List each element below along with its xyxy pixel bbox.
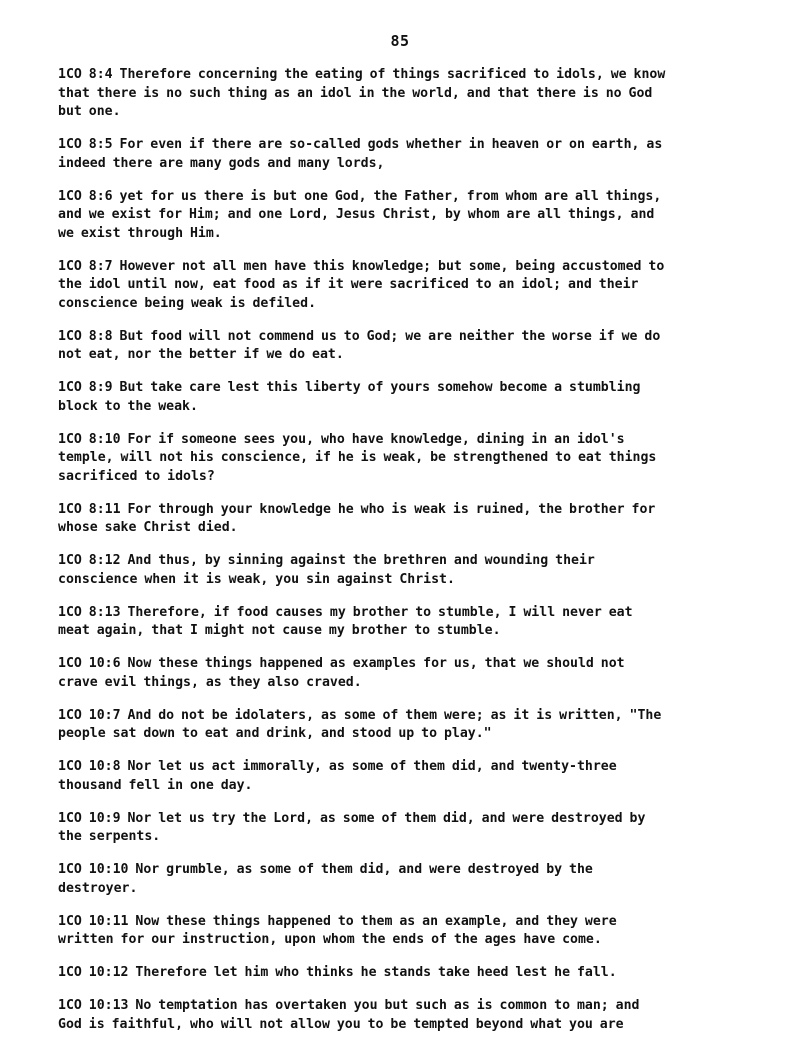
verse-1co-8-8: 1CO 8:8 But food will not commend us to God; we are neither the worse if we do not eat, nor the better if we do eat.	[58, 328, 661, 362]
verse-1co-8-10: 1CO 8:10 For if someone sees you, who have knowledge, dining in an idol's temple, will not his conscience, if he is weak, be strengthened to eat things sacrificed to idols?	[58, 431, 657, 484]
verse-1co-10-12: 1CO 10:12 Therefore let him who thinks he stands take heed lest he fall.	[58, 965, 617, 980]
verse-1co-8-12: 1CO 8:12 And thus, by sinning against the brethren and wounding their conscience when it is weak, you sin against Christ.	[58, 553, 595, 587]
verse-1co-8-7: 1CO 8:7 However not all men have this knowledge; but some, being accustomed to the idol until now, eat food as if it were sacrificed to an idol; and their conscience being weak is defiled.	[58, 258, 665, 311]
verse-1co-10-11: 1CO 10:11 Now these things happened to them as an example, and they were written for our instruction, upon whom the ends of the ages have come.	[58, 913, 617, 947]
verse-1co-8-4: 1CO 8:4 Therefore concerning the eating of things sacrificed to idols, we know that there is no such thing as an idol in the world, and that there is no God but one.	[58, 67, 666, 119]
verse-1co-8-11: 1CO 8:11 For through your knowledge he who is weak is ruined, the brother for whose sake Christ died.	[58, 501, 656, 535]
verse-1co-8-9: 1CO 8:9 But take care lest this liberty of yours somehow become a stumbling block to the weak.	[58, 380, 641, 414]
verse-1co-10-6: 1CO 10:6 Now these things happened as examples for us, that we should not crave evil things, as they also craved.	[58, 656, 625, 690]
verse-1co-10-8: 1CO 10:8 Nor let us act immorally, as some of them did, and twenty-three thousand fell in one day.	[58, 759, 617, 793]
verse-1co-10-9: 1CO 10:9 Nor let us try the Lord, as some of them did, and were destroyed by the serpents.	[58, 810, 646, 844]
verse-1co-10-13: 1CO 10:13 No temptation has overtaken you but such as is common to man; and God is faithful, who will not allow you to be tempted beyond what you are	[58, 998, 640, 1032]
verse-1co-8-6: 1CO 8:6 yet for us there is but one God, the Father, from whom are all things, and we exist for Him; and one Lord, Jesus Christ, by whom are all things, and we exist through Him.	[58, 188, 662, 241]
verse-list	[58, 66, 738, 1049]
verse-1co-10-10: 1CO 10:10 Nor grumble, as some of them did, and were destroyed by the destroyer.	[58, 862, 593, 896]
page-number: 85	[390, 32, 410, 50]
verse-1co-10-7: 1CO 10:7 And do not be idolaters, as some of them were; as it is written, "The people sat down to eat and drink, and stood up to play."	[58, 707, 662, 741]
verse-1co-8-5: 1CO 8:5 For even if there are so-called gods whether in heaven or on earth, as indeed there are many gods and many lords,	[58, 137, 663, 171]
verse-1co-8-13: 1CO 8:13 Therefore, if food causes my brother to stumble, I will never eat meat again, that I might not cause my brother to stumble.	[58, 604, 633, 638]
